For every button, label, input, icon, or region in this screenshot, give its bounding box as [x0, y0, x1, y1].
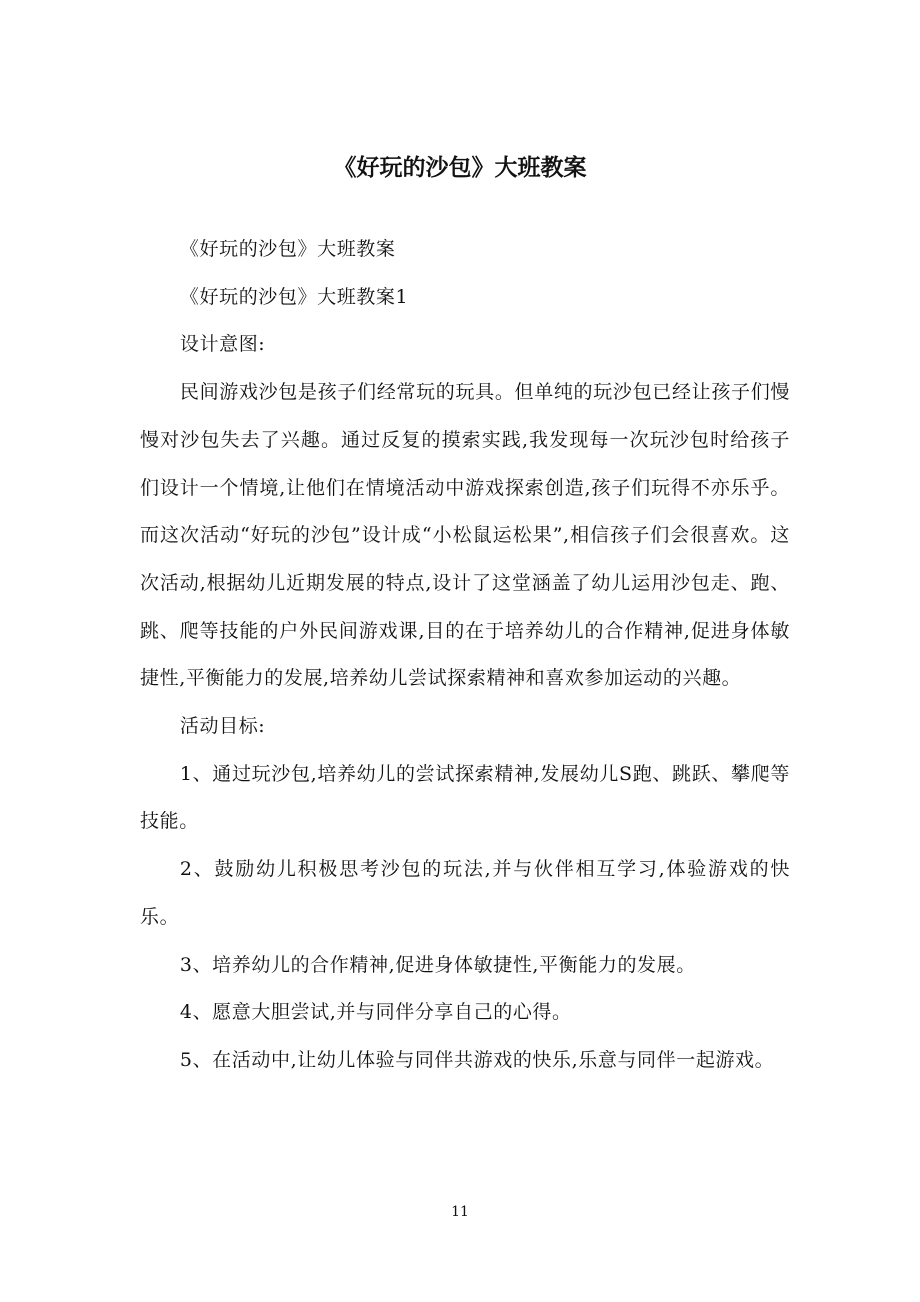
document-body — [140, 226, 790, 1085]
goal-item: 4、愿意大胆尝试,并与同伴分享自己的心得。 — [179, 1001, 572, 1024]
goal-item: 5、在活动中,让幼儿体验与同伴共游戏的快乐,乐意与同伴一起游戏。 — [179, 1048, 775, 1071]
design-intent-heading: 设计意图: — [179, 333, 266, 356]
page-number: 11 — [451, 1204, 469, 1220]
goal-item: 3、培养幼儿的合作精神,促进身体敏捷性,平衡能力的发展。 — [179, 953, 696, 976]
document-title: 《好玩的沙包》大班教案 — [333, 155, 587, 181]
goals-heading: 活动目标: — [179, 715, 266, 738]
goal-item: 2、鼓励幼儿积极思考沙包的玩法,并与伙伴相互学习,体验游戏的快乐。 — [140, 858, 790, 928]
goal-item: 1、通过玩沙包,培养幼儿的尝试探索精神,发展幼儿S跑、跳跃、攀爬等技能。 — [140, 762, 790, 833]
subtitle: 《好玩的沙包》大班教案 — [179, 238, 396, 260]
design-intent-paragraph: 民间游戏沙包是孩子们经常玩的玩具。但单纯的玩沙包已经让孩子们慢慢对沙包失去了兴趣。通过反复的摸索实践,我发现每一次玩沙包时给孩子们设计一个情境,让他们在情境活动中游戏探索创造,孩子们玩得不亦乐乎。而这次活动“好玩的沙包”设计成“小松鼠运松果”,相信孩子们会很喜欢。这次活动,根据幼儿近期发展的特点,设计了这堂涵盖了幼儿运用沙包走、跑、跳、爬等技能的户外民间游戏课,目的在于培养幼儿的合作精神,促进身体敏捷性,平衡能力的发展,培养幼儿尝试探索精神和喜欢参加运动的兴趣。 — [140, 381, 790, 690]
section-heading: 《好玩的沙包》大班教案1 — [179, 285, 409, 308]
